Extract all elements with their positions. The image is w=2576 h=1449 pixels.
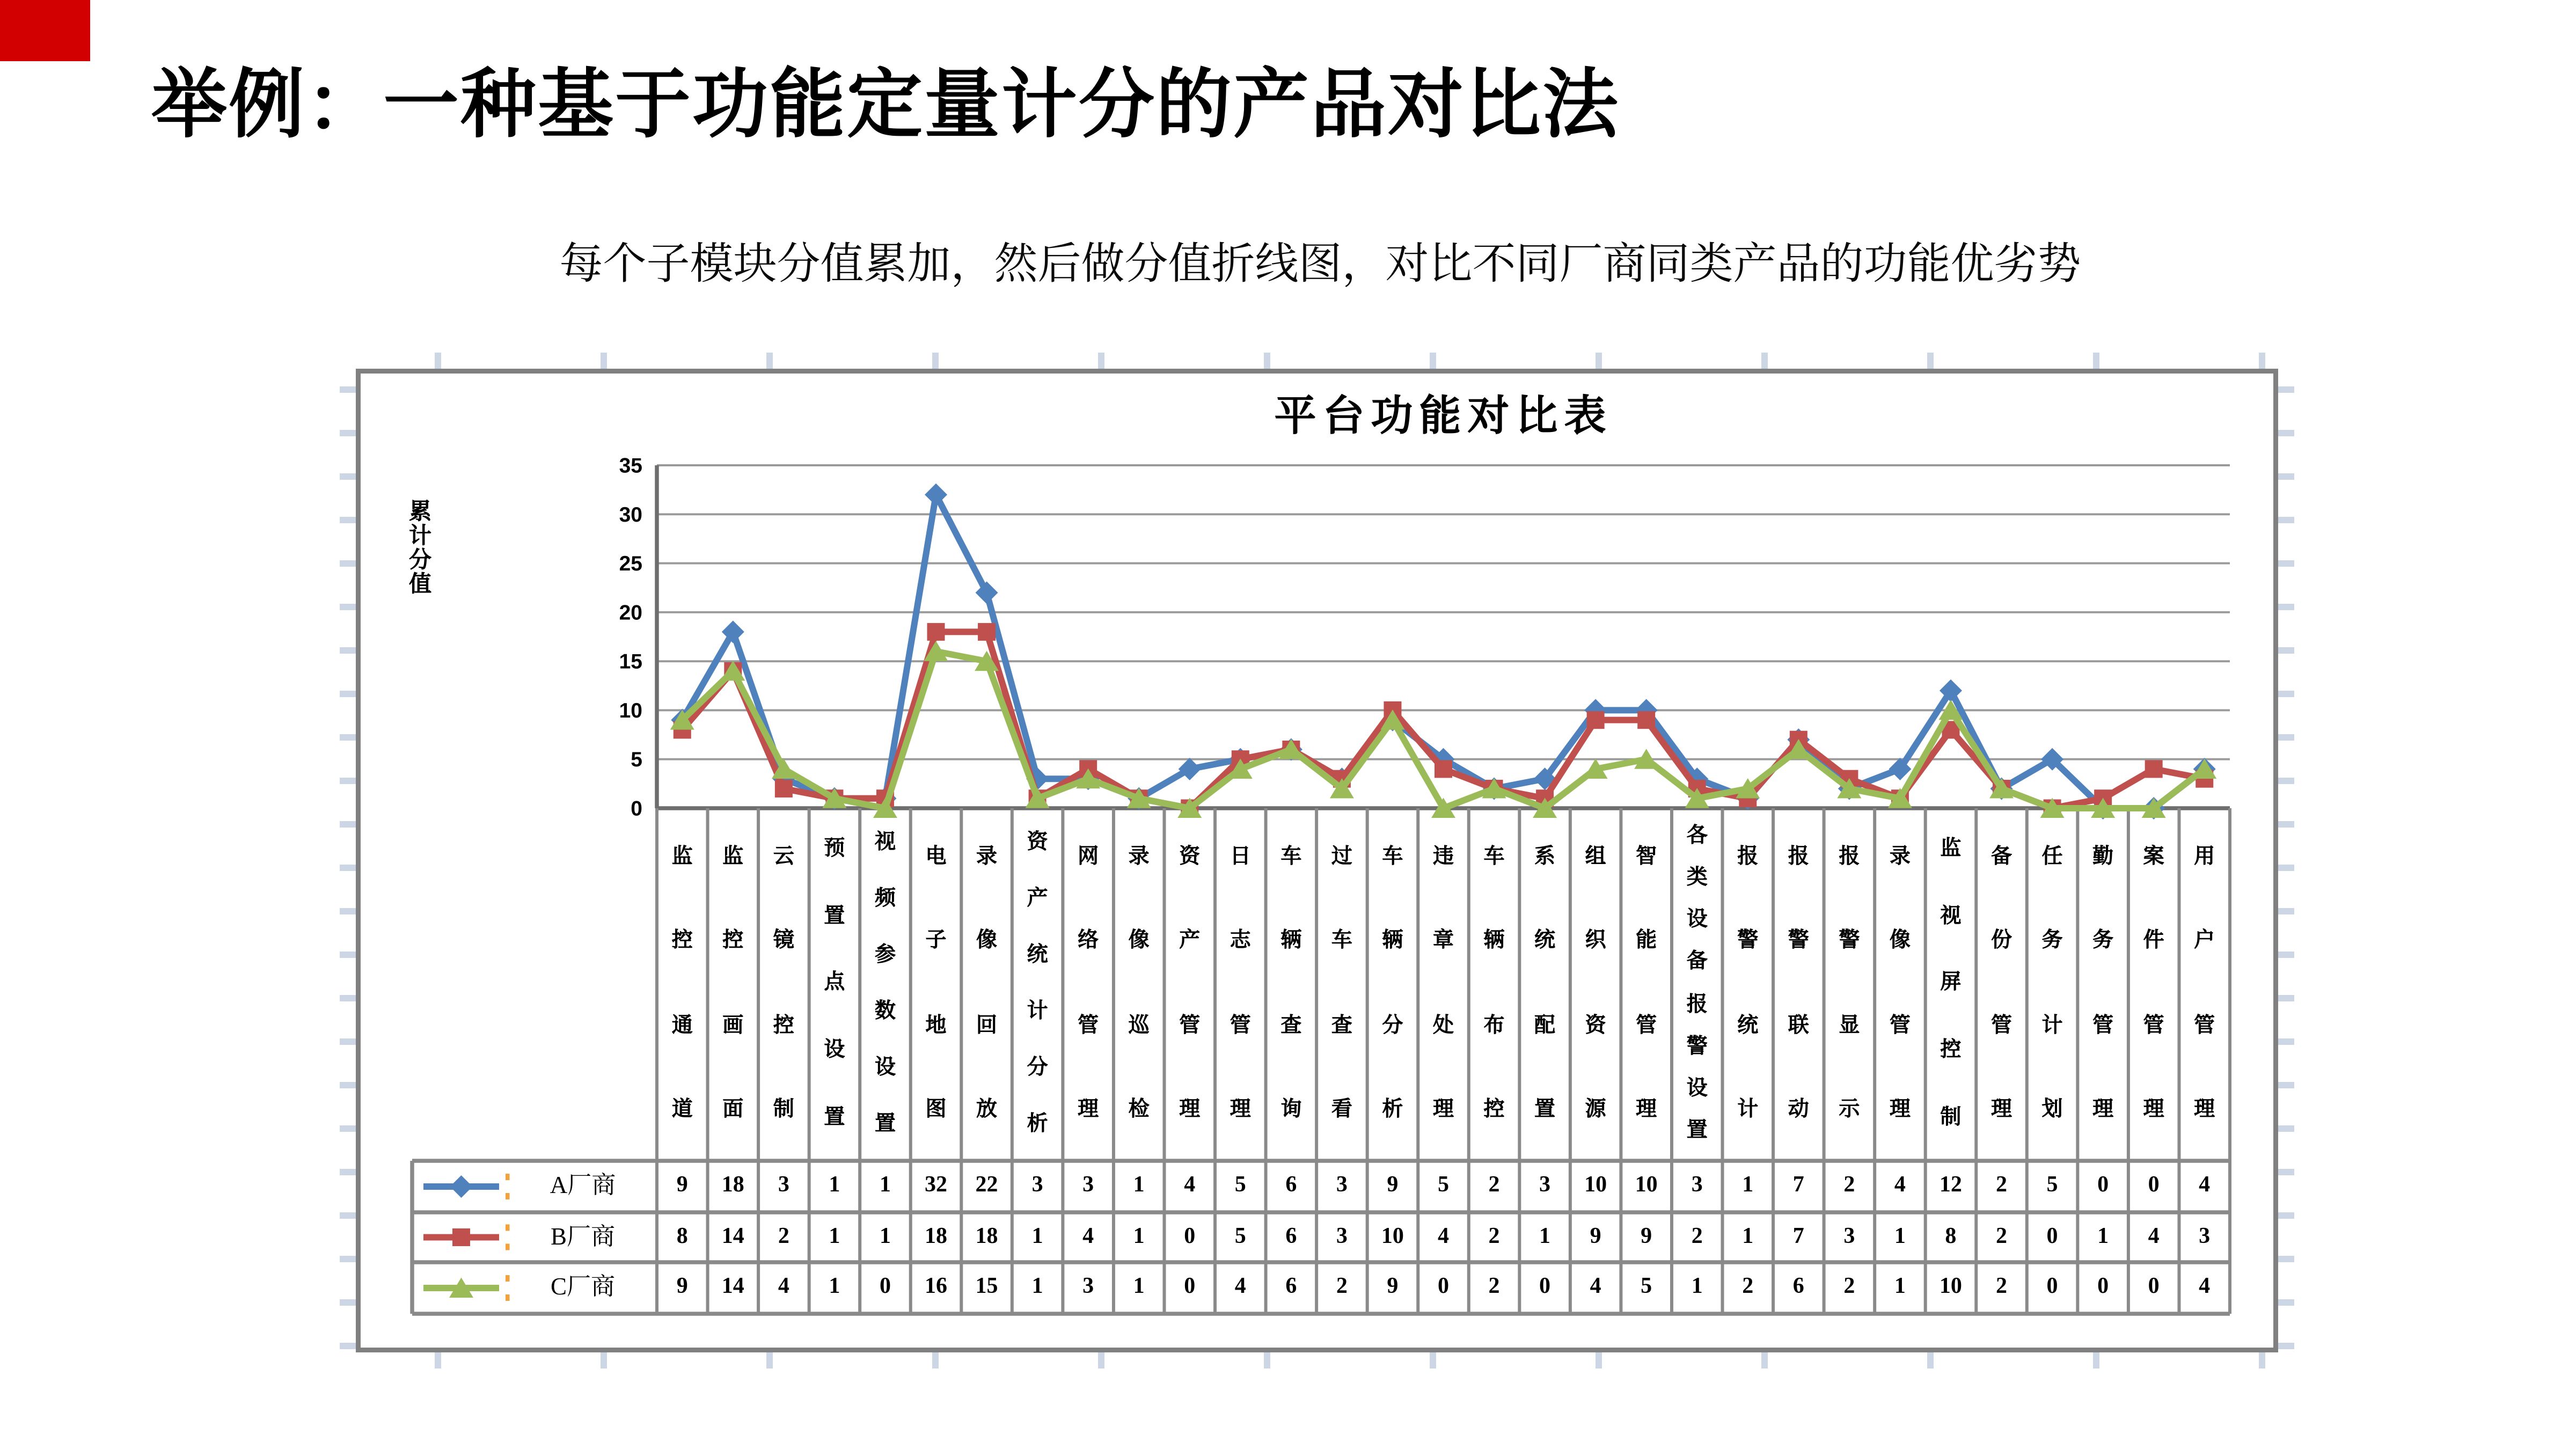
table-cell-C厂商-监视屏控制: 10	[1939, 1275, 1962, 1299]
y-tick-label-0: 0	[631, 797, 642, 821]
category-label-录像回放: 录 像 回 放	[976, 844, 998, 1121]
table-cell-B厂商-报警显示: 3	[1843, 1225, 1855, 1249]
table-cell-B厂商-网络管理: 4	[1082, 1225, 1094, 1249]
table-cell-C厂商-车辆分析: 9	[1387, 1275, 1399, 1299]
table-cell-B厂商-监控画面: 14	[721, 1225, 744, 1249]
category-label-报警统计: 报 警 统 计	[1737, 844, 1759, 1121]
table-cell-A厂商-报警联动: 7	[1792, 1174, 1804, 1198]
table-cell-A厂商-过车查看: 3	[1336, 1174, 1348, 1198]
table-cell-B厂商-资产统计分析: 1	[1031, 1225, 1043, 1249]
table-cell-C厂商-监控画面: 14	[721, 1275, 744, 1299]
category-label-网络管理: 网 络 管 理	[1078, 844, 1099, 1121]
table-cell-A厂商-各类设备报警设置: 3	[1691, 1174, 1703, 1198]
table-cell-C厂商-备份管理: 2	[1995, 1275, 2007, 1299]
table-cell-C厂商-案件管理: 0	[2148, 1275, 2160, 1299]
category-label-电子地图: 电 子 地 图	[925, 844, 947, 1121]
table-cell-B厂商-各类设备报警设置: 2	[1691, 1225, 1703, 1249]
table-cell-A厂商-预置点设置: 1	[829, 1174, 840, 1198]
table-cell-B厂商-录像管理: 1	[1894, 1225, 1906, 1249]
slide-title: 举例：一种基于功能定量计分的产品对比法	[151, 61, 1620, 147]
table-cell-A厂商-监控通道: 9	[676, 1174, 688, 1198]
table-cell-A厂商-报警显示: 2	[1843, 1174, 1855, 1198]
table-cell-C厂商-用户管理: 4	[2199, 1275, 2211, 1299]
table-cell-C厂商-车辆查询: 6	[1285, 1275, 1297, 1299]
category-label-系统配置: 系 统 配 置	[1534, 844, 1556, 1121]
table-cell-C厂商-视频参数设置: 0	[879, 1275, 891, 1299]
table-cell-B厂商-监控通道: 8	[676, 1225, 688, 1249]
spreadsheet-gridline-stubs-left	[340, 369, 356, 1352]
category-label-监控通道: 监 控 通 道	[671, 844, 693, 1121]
table-cell-B厂商-预置点设置: 1	[829, 1225, 840, 1249]
table-cell-B厂商-云镜控制: 2	[778, 1225, 789, 1249]
category-label-过车查看: 过 车 查 看	[1331, 844, 1352, 1121]
table-cell-B厂商-组织资源: 9	[1590, 1225, 1601, 1249]
table-cell-A厂商-备份管理: 2	[1995, 1174, 2007, 1198]
spreadsheet-gridline-stubs-bottom	[356, 1352, 2278, 1368]
category-label-资产管理: 资 产 管 理	[1179, 844, 1201, 1121]
table-cell-B厂商-用户管理: 3	[2199, 1225, 2211, 1249]
table-cell-C厂商-网络管理: 3	[1082, 1275, 1094, 1299]
table-cell-C厂商-报警显示: 2	[1843, 1275, 1855, 1299]
category-label-录像巡检: 录 像 巡 检	[1128, 844, 1150, 1121]
category-label-备份管理: 备 份 管 理	[1990, 844, 2012, 1121]
table-cell-A厂商-组织资源: 10	[1584, 1174, 1607, 1198]
category-label-车辆分析: 车 辆 分 析	[1382, 844, 1403, 1121]
chart-title: 平台功能对比表	[1274, 393, 1613, 440]
legend-label-B厂商: B厂商	[550, 1225, 615, 1251]
table-cell-A厂商-车辆查询: 6	[1285, 1174, 1297, 1198]
table-cell-B厂商-录像回放: 18	[975, 1225, 998, 1249]
table-cell-C厂商-任务计划: 0	[2046, 1275, 2058, 1299]
category-label-车辆布控: 车 辆 布 控	[1483, 844, 1505, 1121]
slide-subtitle: 每个子模块分值累加，然后做分值折线图，对比不同厂商同类产品的功能优劣势	[559, 240, 2081, 288]
table-cell-C厂商-资产统计分析: 1	[1031, 1275, 1043, 1299]
table-cell-A厂商-用户管理: 4	[2199, 1174, 2211, 1198]
table-cell-B厂商-案件管理: 4	[2148, 1225, 2160, 1249]
table-cell-C厂商-系统配置: 0	[1539, 1275, 1551, 1299]
table-cell-A厂商-资产统计分析: 3	[1031, 1174, 1043, 1198]
table-cell-A厂商-违章处理: 5	[1437, 1174, 1449, 1198]
table-cell-C厂商-监控通道: 9	[676, 1275, 688, 1299]
table-cell-A厂商-日志管理: 5	[1234, 1174, 1246, 1198]
table-cell-C厂商-录像回放: 15	[975, 1275, 998, 1299]
table-cell-B厂商-备份管理: 2	[1995, 1225, 2007, 1249]
y-tick-label-20: 20	[619, 601, 642, 625]
table-cell-A厂商-录像巡检: 1	[1133, 1174, 1145, 1198]
table-cell-B厂商-电子地图: 18	[924, 1225, 947, 1249]
table-cell-B厂商-车辆分析: 10	[1381, 1225, 1404, 1249]
table-cell-A厂商-车辆布控: 2	[1488, 1174, 1500, 1198]
table-cell-A厂商-监控画面: 18	[721, 1174, 744, 1198]
category-label-案件管理: 案 件 管 理	[2143, 844, 2164, 1121]
table-cell-B厂商-监视屏控制: 8	[1945, 1225, 1957, 1249]
table-cell-C厂商-日志管理: 4	[1234, 1275, 1246, 1299]
table-cell-A厂商-视频参数设置: 1	[879, 1174, 891, 1198]
y-axis-title: 累计分值	[406, 499, 430, 596]
table-cell-B厂商-过车查看: 3	[1336, 1225, 1348, 1249]
spreadsheet-gridline-stubs-right	[2278, 369, 2294, 1352]
y-tick-label-15: 15	[619, 650, 642, 674]
category-label-智能管理: 智 能 管 理	[1636, 844, 1657, 1121]
table-cell-B厂商-勤务管理: 1	[2097, 1225, 2109, 1249]
table-cell-A厂商-网络管理: 3	[1082, 1174, 1094, 1198]
table-cell-A厂商-资产管理: 4	[1184, 1174, 1196, 1198]
table-cell-A厂商-录像回放: 22	[975, 1174, 998, 1198]
corner-accent-bar	[0, 0, 90, 61]
y-tick-label-35: 35	[619, 454, 642, 478]
table-cell-C厂商-组织资源: 4	[1590, 1275, 1601, 1299]
category-label-日志管理: 日 志 管 理	[1230, 844, 1251, 1121]
table-cell-C厂商-各类设备报警设置: 1	[1691, 1275, 1703, 1299]
category-label-录像管理: 录 像 管 理	[1889, 844, 1911, 1121]
category-label-车辆查询: 车 辆 查 询	[1280, 844, 1302, 1121]
table-cell-B厂商-资产管理: 0	[1184, 1225, 1196, 1249]
table-cell-B厂商-任务计划: 0	[2046, 1225, 2058, 1249]
legend-label-C厂商: C厂商	[550, 1275, 615, 1301]
table-cell-A厂商-录像管理: 4	[1894, 1174, 1906, 1198]
table-cell-A厂商-车辆分析: 9	[1387, 1174, 1399, 1198]
category-label-勤务管理: 勤 务 管 理	[2092, 844, 2114, 1121]
table-cell-A厂商-监视屏控制: 12	[1939, 1174, 1962, 1198]
category-label-监视屏控制: 监 视 屏 控 制	[1940, 835, 1962, 1129]
table-cell-C厂商-资产管理: 0	[1184, 1275, 1196, 1299]
table-cell-C厂商-车辆布控: 2	[1488, 1275, 1500, 1299]
table-cell-C厂商-过车查看: 2	[1336, 1275, 1348, 1299]
y-tick-label-10: 10	[619, 699, 642, 722]
table-cell-B厂商-系统配置: 1	[1539, 1225, 1551, 1249]
spreadsheet-gridline-stubs-top	[356, 353, 2278, 369]
table-cell-C厂商-勤务管理: 0	[2097, 1275, 2109, 1299]
category-label-监控画面: 监 控 画 面	[722, 844, 744, 1121]
category-label-各类设备报警设置: 各 类 设 备 报 警 设 置	[1686, 823, 1708, 1141]
category-label-云镜控制: 云 镜 控 制	[773, 844, 794, 1121]
table-cell-B厂商-报警联动: 7	[1792, 1225, 1804, 1249]
table-cell-B厂商-车辆布控: 2	[1488, 1225, 1500, 1249]
table-cell-A厂商-智能管理: 10	[1635, 1174, 1658, 1198]
category-label-报警显示: 报 警 显 示	[1839, 844, 1860, 1121]
table-cell-C厂商-录像巡检: 1	[1133, 1275, 1145, 1299]
table-cell-A厂商-系统配置: 3	[1539, 1174, 1551, 1198]
table-cell-A厂商-报警统计: 1	[1742, 1174, 1754, 1198]
table-cell-A厂商-电子地图: 32	[924, 1174, 947, 1198]
category-label-违章处理: 违 章 处 理	[1432, 844, 1454, 1121]
table-cell-C厂商-预置点设置: 1	[829, 1275, 840, 1299]
table-cell-C厂商-录像管理: 1	[1894, 1275, 1906, 1299]
table-cell-B厂商-日志管理: 5	[1234, 1225, 1246, 1249]
table-cell-C厂商-智能管理: 5	[1641, 1275, 1652, 1299]
legend-label-A厂商: A厂商	[550, 1174, 616, 1199]
table-cell-B厂商-报警统计: 1	[1742, 1225, 1754, 1249]
table-cell-A厂商-案件管理: 0	[2148, 1174, 2160, 1198]
y-tick-label-5: 5	[631, 748, 642, 772]
table-cell-B厂商-违章处理: 4	[1437, 1225, 1449, 1249]
table-cell-A厂商-勤务管理: 0	[2097, 1174, 2109, 1198]
y-tick-label-25: 25	[619, 552, 642, 576]
table-cell-C厂商-云镜控制: 4	[778, 1275, 789, 1299]
table-cell-A厂商-任务计划: 5	[2046, 1174, 2058, 1198]
table-cell-B厂商-车辆查询: 6	[1285, 1225, 1297, 1249]
table-cell-C厂商-电子地图: 16	[924, 1275, 947, 1299]
category-label-资产统计分析: 资 产 统 计 分 析	[1027, 830, 1048, 1135]
table-cell-C厂商-报警统计: 2	[1742, 1275, 1754, 1299]
y-tick-label-30: 30	[619, 503, 642, 526]
category-label-用户管理: 用 户 管 理	[2194, 844, 2215, 1121]
category-label-报警联动: 报 警 联 动	[1788, 844, 1809, 1121]
table-cell-B厂商-智能管理: 9	[1641, 1225, 1652, 1249]
category-label-组织资源: 组 织 资 源	[1585, 844, 1606, 1121]
table-cell-B厂商-视频参数设置: 1	[879, 1225, 891, 1249]
category-label-任务计划: 任 务 计 划	[2041, 844, 2063, 1121]
table-cell-A厂商-云镜控制: 3	[778, 1174, 789, 1198]
table-cell-C厂商-违章处理: 0	[1437, 1275, 1449, 1299]
table-cell-C厂商-报警联动: 6	[1792, 1275, 1804, 1299]
category-label-视频参数设置: 视 频 参 数 设 置	[874, 830, 896, 1135]
table-cell-B厂商-录像巡检: 1	[1133, 1225, 1145, 1249]
embedded-chart-object	[343, 309, 2291, 1364]
category-label-预置点设置: 预 置 点 设 置	[824, 835, 845, 1129]
